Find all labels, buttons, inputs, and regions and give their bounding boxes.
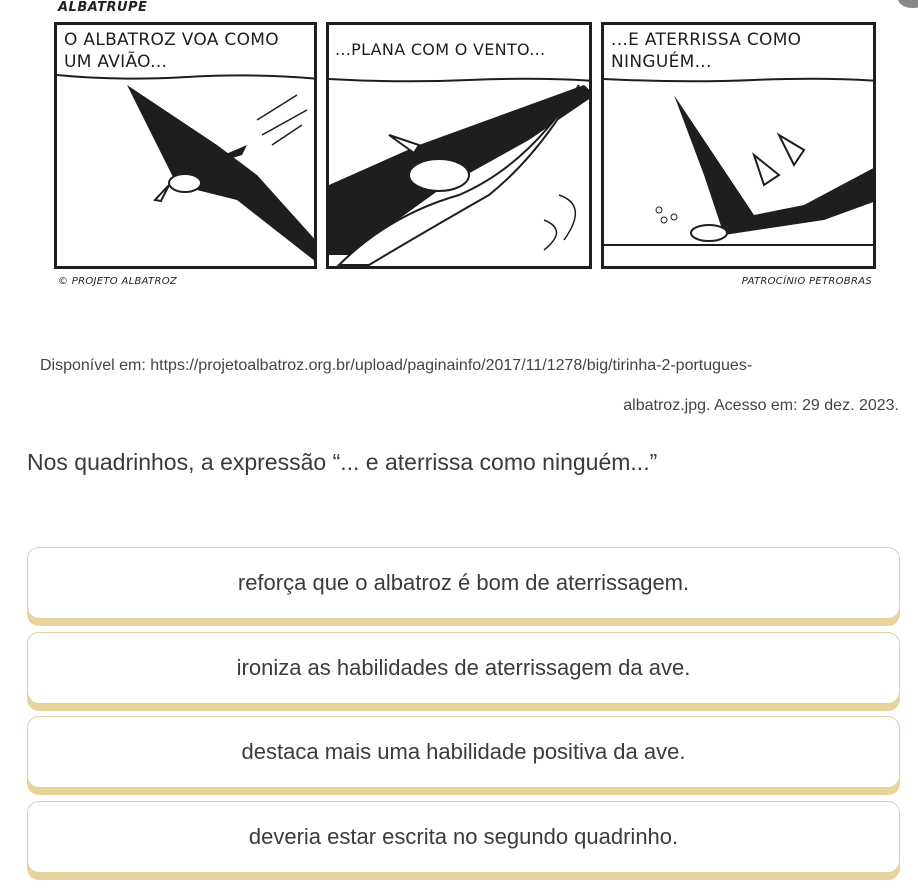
comic-panel-3 bbox=[601, 22, 876, 269]
comic-strip bbox=[50, 0, 880, 292]
panel-1-caption: O ALBATROZ VOA COMO UM AVIÃO... bbox=[64, 29, 304, 73]
comic-panel-1 bbox=[54, 22, 317, 269]
comic-title: ALBATRUPE bbox=[58, 0, 148, 15]
answer-option-4[interactable]: deveria estar escrita no segundo quadrinho. bbox=[27, 801, 900, 873]
comic-sponsor: PATROCÍNIO PETROBRAS bbox=[741, 276, 872, 287]
comic-copyright: © PROJETO ALBATROZ bbox=[58, 276, 178, 287]
window-corner bbox=[898, 0, 918, 8]
answer-option-3[interactable]: destaca mais uma habilidade positiva da ave. bbox=[27, 716, 900, 788]
albatross-gliding-illustration bbox=[329, 25, 592, 269]
answer-option-2[interactable]: ironiza as habilidades de aterrissagem da ave. bbox=[27, 632, 900, 704]
panel-3-caption: ...E ATERRISSA COMO NINGUÉM... bbox=[611, 29, 851, 73]
source-citation bbox=[40, 346, 899, 426]
source-line-1: Disponível em: https://projetoalbatroz.org.br/upload/paginainfo/2017/11/1278/big/tirinha-2-portugues- bbox=[40, 357, 753, 374]
comic-panel-2 bbox=[326, 22, 592, 269]
answer-option-1[interactable]: reforça que o albatroz é bom de aterrissagem. bbox=[27, 547, 900, 619]
source-line-2: albatroz.jpg. Acesso em: 29 dez. 2023. bbox=[623, 397, 899, 414]
panel-2-caption: ...PLANA COM O VENTO... bbox=[335, 40, 546, 59]
question-text: Nos quadrinhos, a expressão “... e aterrissa como ninguém...” bbox=[27, 449, 658, 475]
